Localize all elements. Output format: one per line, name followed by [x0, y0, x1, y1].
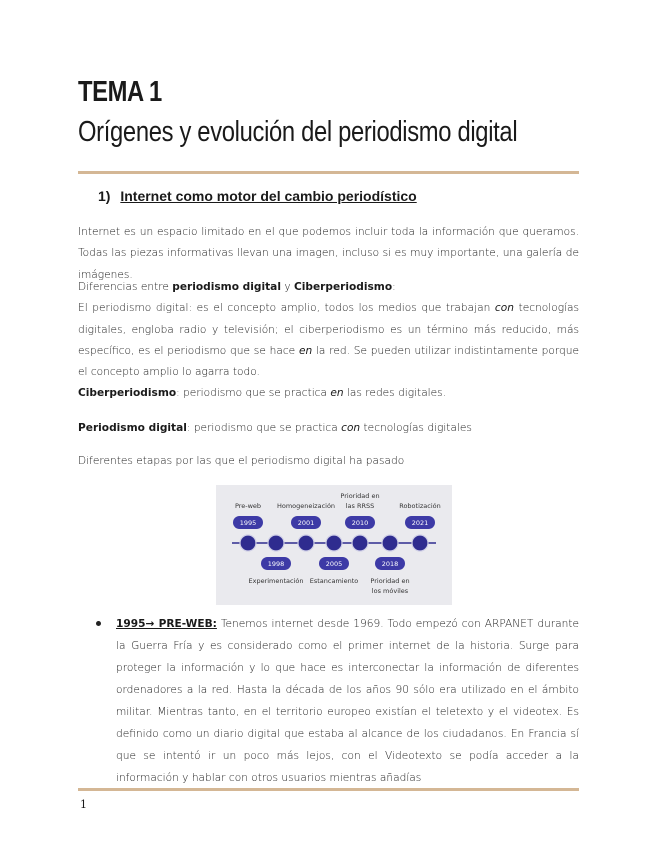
label-prioridad-rrss-2: las RRSS [345, 502, 375, 510]
section-title: Internet como motor del cambio periodístico [120, 188, 417, 204]
footer-rule [78, 788, 579, 791]
pre-web-label: 1995→ PRE-WEB: [116, 618, 217, 630]
section-number: 1) [98, 188, 111, 204]
dot-1995 [240, 535, 256, 551]
digital-en: en [298, 344, 313, 357]
year-2001: 2001 [297, 519, 315, 527]
bullet-point-icon [96, 621, 101, 626]
label-prioridad-rrss-1: Prioridad en [340, 492, 380, 500]
header-rule [78, 171, 579, 174]
intro-paragraph: Internet es un espacio limitado en el que podemos incluir toda la información que queramos. Todas las piezas informativas llevan una imagen, incluso si es muy importante, una galería de imágenes. [78, 226, 579, 281]
pre-web-text: Tenemos internet desde 1969. Todo empezó con ARPANET durante la Guerra Fría y es considerado como el primer internet de la historia. Surge para proteger la información y lo que hace es interconectar la información de diferentes ordenadores a la red. Hasta la década de los años 90 sólo era utilizado en el ámbito militar. Mientras tanto, en el territorio europeo existían el teletexto y el videotex. Es definido como un diario digital que estaba al alcance de los ciudadanos. En Francia sí que se intentó ir un poco más lejos, con el Videotexto se podía acceder a la información y hablar con otros usuarios mientras añadías [116, 618, 579, 784]
diferencias-suffix: : [392, 281, 396, 293]
differences-paragraph [78, 277, 579, 405]
year-1995: 1995 [239, 519, 257, 527]
year-2010: 2010 [351, 519, 369, 527]
periodismo-digital-definition [78, 418, 579, 439]
pdig-con: con [341, 422, 361, 434]
ciber-definition-a: : periodismo que se practica [176, 387, 331, 400]
tema-title: TEMA 1 [78, 76, 162, 108]
diferencias-prefix: Diferencias entre [78, 281, 173, 293]
label-robotizacion: Robotización [399, 502, 441, 510]
dot-2010 [352, 535, 368, 551]
label-prioridad-moviles-2: los móviles [371, 587, 409, 595]
dot-2001 [298, 535, 314, 551]
pre-web-bullet [116, 613, 579, 789]
digital-definition-b: tecnologías digitales, engloba radio y televisión; el ciberperiodismo es un término más reducido, más específico, es el periodismo que se hace [78, 302, 580, 357]
label-pre-web: Pre-web [234, 502, 262, 510]
dot-2005 [326, 535, 342, 551]
term-ciberperiodismo: Ciberperiodismo [293, 281, 393, 293]
stages-intro: Diferentes etapas por las que el periodismo digital ha pasado [78, 455, 405, 467]
document-subtitle: Orígenes y evolución del periodismo digital [78, 116, 518, 148]
section-heading [98, 188, 417, 204]
year-2005: 2005 [325, 560, 343, 568]
digital-definition-a: El periodismo digital: es el concepto amplio, todos los medios que trabajan [78, 302, 495, 315]
pdig-definition-b: tecnologías digitales [360, 422, 472, 434]
year-2018: 2018 [381, 560, 399, 568]
label-estancamiento: Estancamiento [309, 577, 359, 585]
page-number: 1 [80, 798, 87, 811]
ciberperiodismo-term: Ciberperiodismo [78, 387, 177, 400]
digital-con: con [494, 302, 514, 315]
timeline-image [216, 485, 452, 605]
label-experimentacion: Experimentación [248, 577, 304, 585]
dot-2018 [382, 535, 398, 551]
pdig-definition-a: : periodismo que se practica [186, 422, 342, 434]
diferencias-and: y [280, 281, 294, 293]
ciber-en: en [330, 387, 344, 400]
year-2021: 2021 [411, 519, 429, 527]
digital-definition-c: la red. Se pueden utilizar indistintamente porque el concepto amplio lo agarra todo. [78, 344, 580, 379]
label-homogeneizacion: Homogeneización [276, 502, 336, 510]
timeline-graphic [216, 485, 452, 605]
periodismo-digital-term: Periodismo digital [78, 422, 187, 434]
dot-2021 [412, 535, 428, 551]
label-prioridad-moviles-1: Prioridad en [370, 577, 410, 585]
year-1998: 1998 [267, 560, 285, 568]
term-periodismo-digital: periodismo digital [172, 281, 281, 293]
ciber-definition-b: las redes digitales. [343, 387, 447, 400]
dot-1998 [268, 535, 284, 551]
